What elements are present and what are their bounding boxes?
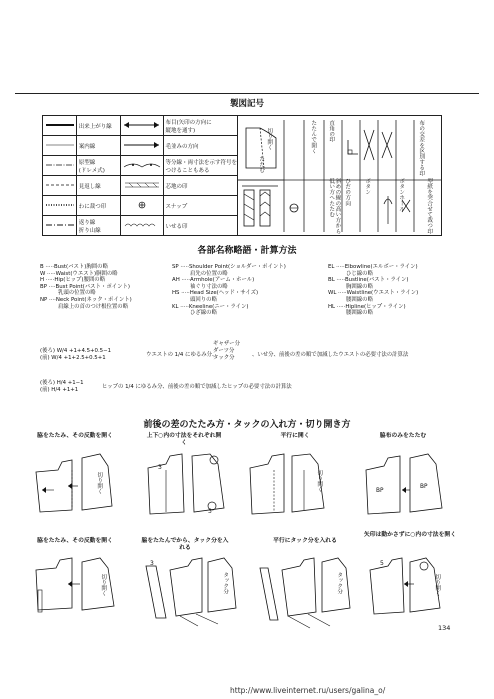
legend-label: 返り線 折り山線	[77, 216, 121, 236]
abbr-column-right	[328, 264, 418, 317]
legend-line-sample	[43, 156, 77, 176]
diagram-bottom-4	[364, 556, 464, 626]
formula-front: (前) H/4 +1+1	[40, 387, 79, 393]
diagram-bottom-1	[28, 556, 128, 626]
legend-vertical-symbols	[238, 116, 442, 236]
label-cut-open: 切り開く	[266, 128, 273, 151]
abbr-item: NP ····Neck Point(ネック・ポイント)	[40, 296, 132, 303]
diagram-top-2	[140, 450, 240, 530]
section2-title: 前後の差のたたみ方・タックの入れ方・切り開き方	[143, 420, 351, 430]
legend-label: 出来上がり線	[77, 116, 121, 136]
abbr-item-sub: ひざ線の略	[190, 310, 217, 317]
legend-label: 見返し線	[77, 176, 121, 196]
legend-arrow-sample	[120, 176, 163, 196]
formula-waist-tail: 、いせ分、前後の差の順で加減したウエストの必要寸法の計算法	[252, 352, 409, 358]
label-fold: たたむ	[258, 156, 265, 173]
legend-label: スナップ	[163, 196, 237, 216]
legend-label: 布目(矢印の方向に 縦地を通す)	[163, 116, 237, 136]
abbr-item-sub: ひじ線の略	[346, 270, 373, 277]
bp-label: BP	[420, 484, 428, 490]
abbreviations-title: 各部名称略語・計算方法	[197, 246, 297, 256]
abbr-item-sub: 肩線上の首のつけ根位置の略	[58, 303, 129, 310]
caption-top-3: 平行に開く	[280, 433, 310, 439]
caption-bottom-3: 平行にタック分を入れる	[273, 538, 337, 544]
diagram-bottom-3	[250, 556, 360, 636]
tucks-label: タック分	[213, 355, 235, 361]
abbr-column-middle	[172, 264, 286, 317]
formula-hip-tail: ヒップの 1/4 にゆるみ分、前後の差の順で加減したヒップの必要寸法の計算法	[102, 384, 292, 390]
label-cut-open: 切り開く	[316, 470, 323, 493]
darts-label: ダーツ分	[213, 348, 235, 354]
label-cut-open: 切り開く	[100, 574, 107, 597]
legend-label: いせる印	[163, 216, 237, 236]
label-pleat: 斜めの線の高い方から低い方へたたむ	[328, 178, 341, 234]
caption-bottom-2: 脇をたたんでから、タック分を入れる	[141, 538, 229, 552]
abbr-item: AH ·····Armhole(アーム・ホール)	[172, 277, 255, 284]
formula-waist-note: ウエストの 1/4 にゆるみ分、	[146, 352, 218, 358]
diagram-top-4	[360, 450, 460, 530]
legend-arrow-sample	[120, 216, 163, 236]
formula-waist-items	[213, 341, 240, 362]
legend-label: 毛並みの方向	[163, 136, 237, 156]
abbr-item-sub: 頭回りの略	[190, 296, 217, 303]
legend-line-sample	[43, 176, 77, 196]
diagram-top-3	[244, 450, 344, 530]
number-label: 3	[150, 560, 154, 567]
legend-label: 等分線・両寸法を示す符号を つけることもある	[163, 156, 237, 176]
label-pleat-dir: ひだの方向	[344, 178, 351, 206]
caption-top-4: 脇布のみをたたむ	[379, 433, 427, 439]
page-number: 134	[438, 624, 451, 632]
number-label: 5	[380, 560, 384, 567]
abbr-item-sub: 胸囲線の略	[346, 283, 373, 290]
abbr-item: BL ·····Bustline(バスト・ライン)	[328, 277, 409, 284]
abbr-item: WL ·····Waistline(ウエスト・ライン)	[328, 290, 419, 297]
label-joint: 型紙を突合せて裁つ印	[426, 178, 433, 234]
caption-bottom-4: 矢印は動かさずに○内の寸法を開く	[363, 532, 456, 538]
label-cut-open: 切り開く	[96, 472, 103, 495]
caption-bottom-1: 脇をたたみ、その反動を開く	[37, 538, 113, 544]
abbr-item: EL ·····Elbowline(エルボー・ライン)	[328, 264, 418, 270]
symbol-legend-table	[42, 115, 442, 236]
number-label: 3	[158, 464, 162, 471]
label-tuck: タック分	[336, 572, 343, 595]
abbr-item: BP ····Bust Point(バスト・ポイント)	[40, 283, 130, 290]
legend-line-sample	[43, 136, 77, 156]
legend-arrow-sample	[120, 156, 163, 176]
legend-label: 原型線 (ドレメ式)	[77, 156, 121, 176]
caption-top-1: 脇をたたみ、その反動を開く	[37, 433, 113, 439]
diagram-top-1	[28, 450, 128, 530]
abbr-item-sub: 肩先の位置の略	[190, 270, 228, 277]
abbr-item-sub: 乳頭の位置の略	[58, 290, 96, 297]
abbr-item-sub: 袖ぐり寸法の略	[190, 283, 228, 290]
abbr-item: KL ·····Kneeline(ニー・ライン)	[172, 303, 249, 310]
abbr-item: HS ·····Head Size(ヘッド・サイズ)	[172, 290, 259, 297]
abbr-item: B ·····Bust(バスト)胸囲の略	[40, 264, 108, 270]
top-rule	[15, 93, 479, 94]
legend-arrow-sample	[120, 116, 163, 136]
label-fold-open: たたんで開く	[310, 120, 317, 154]
abbr-column-left	[40, 264, 132, 310]
footer-url[interactable]: http://www.liveinternet.ru/users/galina_o/	[230, 686, 386, 695]
formula-waist	[40, 348, 111, 362]
formula-back: (後ろ) H/4 +1−1	[40, 380, 84, 386]
label-buttonhole: ボタンホール	[398, 178, 405, 212]
legend-label: 案内線	[77, 136, 121, 156]
legend-label: 芯地の印	[163, 176, 237, 196]
legend-arrow-sample	[120, 196, 163, 216]
label-button: ボタン	[364, 178, 371, 195]
abbr-item: SP ·····Shoulder Point(ショルダー・ポイント)	[172, 264, 286, 270]
label-right-angle: 直角の印	[328, 120, 335, 143]
label-cut-open: 切り開く	[434, 574, 441, 597]
abbr-item: W ·····Waist(ウエスト)胴囲の略	[40, 270, 118, 277]
abbr-item: H ·····Hip(ヒップ)腰囲の略	[40, 277, 106, 284]
abbr-item-sub: 腰囲線の略	[346, 296, 373, 303]
formula-front: (前) W/4 +1+2.5+0.5+1	[40, 355, 106, 361]
legend-line-sample	[43, 116, 77, 136]
label-cross: 布の交差を区別する印	[418, 120, 425, 176]
gathers-label: ギャザー分	[213, 341, 240, 347]
formula-hip	[40, 380, 84, 394]
diagram-bottom-2	[136, 556, 246, 636]
formula-back: (後ろ) W/4 +1+4.5+0.5−1	[40, 348, 112, 354]
number-label: 3	[208, 508, 212, 515]
legend-line-sample	[43, 196, 77, 216]
page-title: 製図記号	[229, 99, 264, 109]
abbr-item: HL ·····Hipline(ヒップ・ライン)	[328, 303, 406, 310]
bp-label: BP	[376, 488, 384, 494]
abbr-item-sub: 腰囲線の略	[346, 310, 373, 317]
caption-top-2: 上下○内の寸法をそれぞれ開く	[146, 433, 222, 447]
legend-label: わに裁つ印	[77, 196, 121, 216]
label-tuck: タック分	[222, 572, 229, 595]
legend-arrow-sample	[120, 136, 163, 156]
legend-line-sample	[43, 216, 77, 236]
